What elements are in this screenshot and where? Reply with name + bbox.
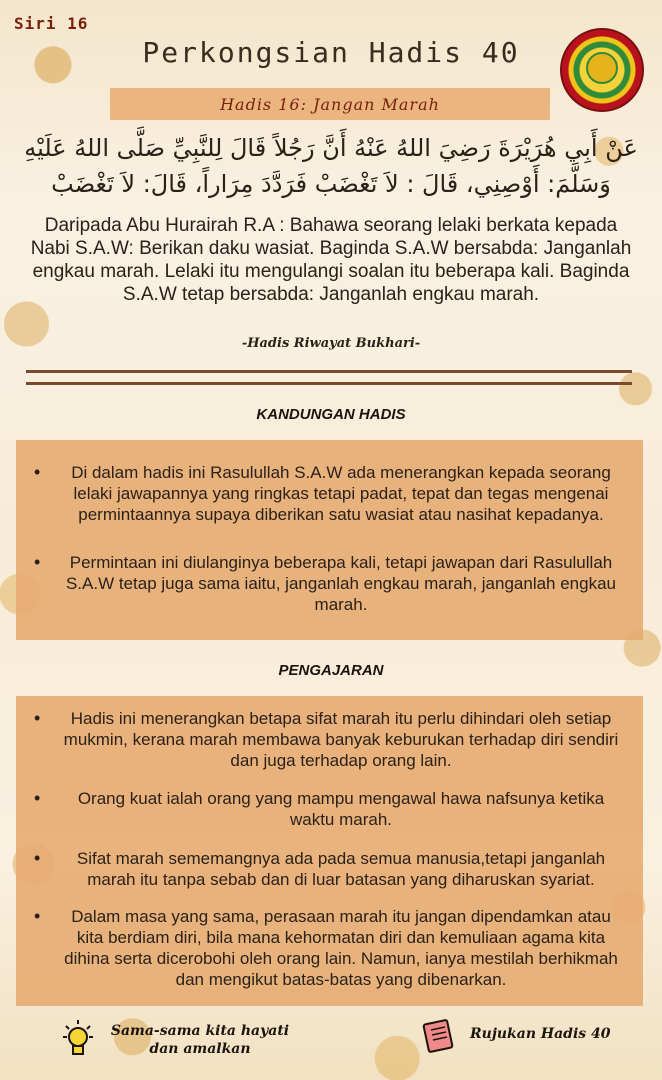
series-label: Siri 16 (14, 14, 89, 33)
divider-line (26, 370, 632, 373)
footer-motto-line2: dan amalkan (149, 1041, 251, 1057)
hadith-title: Hadis 16: Jangan Marah (220, 94, 440, 114)
list-item-text: Dalam masa yang sama, perasaan marah itu jangan dipendamkan atau kita berdiam diri, bila mana kehormatan diri dan kemuliaan agama kita dihina serta dicerobohi oleh orang lain. Namun, ianya mestilah berhikmah dan mengikut batas-batas yang dibenarkan. (64, 907, 618, 989)
bullet-icon: • (34, 462, 41, 482)
hadith-translation: Daripada Abu Hurairah R.A : Bahawa seorang lelaki berkata kepada Nabi S.A.W: Berikan daku wasiat. Baginda S.A.W bersabda: Janganlah engkau marah. Lelaki itu mengulangi soalan itu beberapa kali. Baginda S.A.W tetap bersabda: Janganlah engkau marah. (30, 215, 632, 305)
bullet-icon: • (34, 848, 41, 868)
list-item-text: Sifat marah sememangnya ada pada semua manusia,tetapi janganlah marah itu tanpa sebab dan di luar batasan yang diharuskan syariat. (76, 849, 606, 889)
bullet-icon: • (34, 708, 41, 728)
bullet-icon: • (34, 788, 41, 808)
section-title-pengajaran: PENGAJARAN (278, 662, 384, 679)
divider-line (26, 382, 632, 385)
page-title: Perkongsian Hadis 40 (142, 36, 520, 69)
jaheaik-logo (560, 28, 644, 112)
lightbulb-icon (62, 1018, 94, 1058)
bullet-icon: • (34, 552, 41, 572)
logo-emblem (586, 52, 618, 84)
section-title-kandungan: KANDUNGAN HADIS (256, 406, 406, 423)
notebook-icon (420, 1018, 456, 1054)
list-item-text: Permintaan ini diulanginya beberapa kali, tetapi jawapan dari Rasulullah S.A.W tetap juga sama iaitu, janganlah engkau marah, janganlah engkau marah. (65, 553, 617, 614)
footer-reference: Rujukan Hadis 40 (470, 1026, 611, 1042)
list-item-text: Orang kuat ialah orang yang mampu mengawal hawa nafsunya ketika waktu marah. (77, 789, 605, 829)
hadith-title-banner (110, 88, 550, 120)
pengajaran-box (16, 696, 643, 1006)
kandungan-box (16, 440, 643, 640)
narration-source: -Hadis Riwayat Bukhari- (241, 336, 421, 351)
list-item-text: Hadis ini menerangkan betapa sifat marah itu perlu dihindari oleh setiap mukmin, kerana marah membawa banyak keburukan terhadap diri sendiri dan juga terhadap orang lain. (63, 709, 619, 770)
footer-motto (100, 1022, 300, 1058)
list-item-text: Di dalam hadis ini Rasulullah S.A.W ada menerangkan kepada seorang lelaki jawapannya yang ringkas tetapi padat, tepat dan tegas mengenai permintaannya supaya diberikan satu wasiat atau nasihat kepadanya. (71, 463, 611, 524)
footer-motto-line1: Sama-sama kita hayati (110, 1023, 290, 1039)
arabic-hadith-text: عَنْ أَبِي هُرَيْرَةَ رَضِيَ اللهُ عَنْهُ أَنَّ رَجُلاً قَالَ لِلنَّبِيِّ صَلَّى اللهُ عَلَيْهِ وَسَلَّمَ: أَوْصِنِي، قَالَ : لاَ تَغْضَبْ فَرَدَّدَ مِرَاراً، قَالَ: لاَ تَغْضَبْ (24, 134, 638, 198)
bullet-icon: • (34, 906, 41, 926)
